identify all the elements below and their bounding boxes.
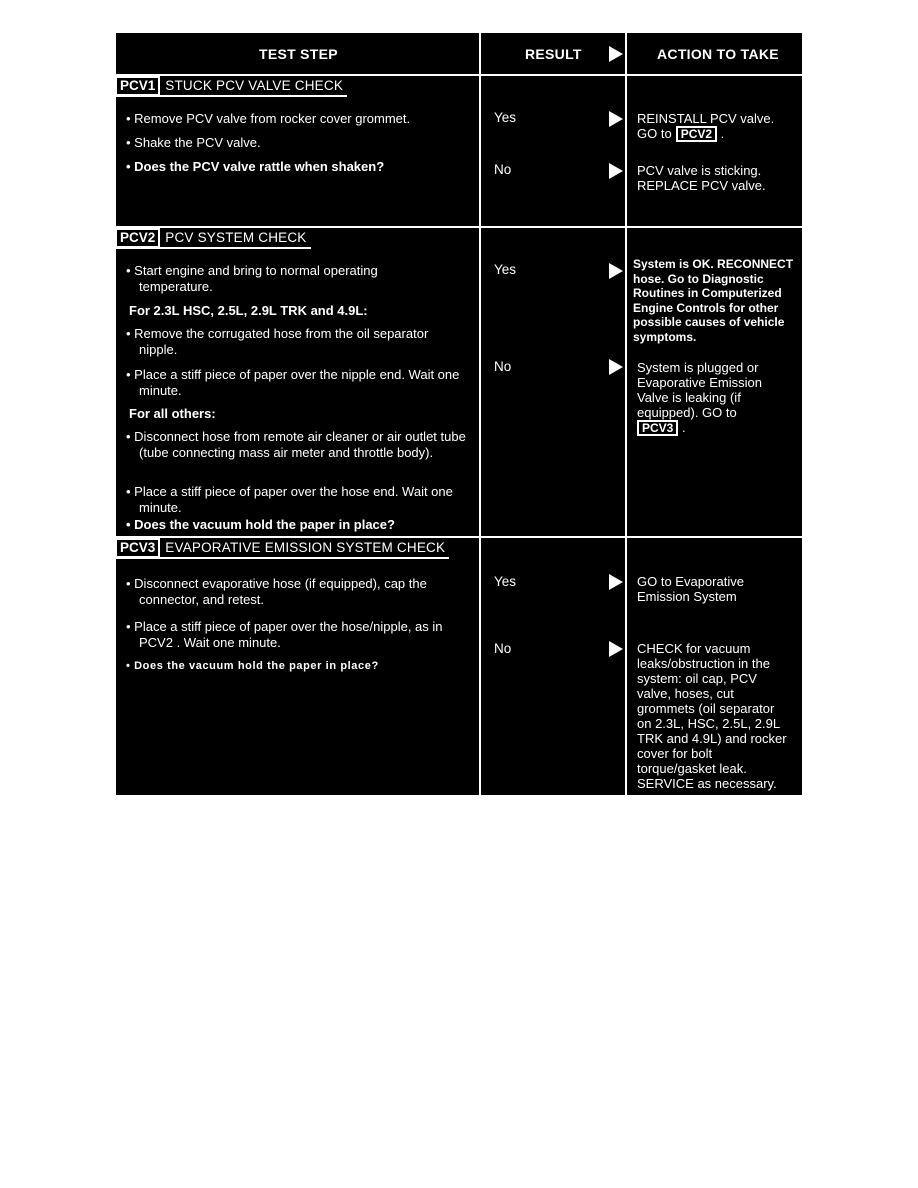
result-no: No bbox=[494, 359, 512, 374]
right-triangle-arrow-icon bbox=[609, 263, 623, 279]
header-action: ACTION TO TAKE bbox=[657, 46, 779, 62]
action-no: PCV valve is sticking. REPLACE PCV valve. bbox=[637, 163, 766, 193]
section-title-text: PCV SYSTEM CHECK bbox=[165, 230, 307, 245]
right-triangle-arrow-icon bbox=[609, 641, 623, 657]
step-item: • Remove the corrugated hose from the oil separator nipple. bbox=[126, 326, 429, 357]
step-code-pcv1: PCV1 bbox=[115, 76, 160, 96]
step-question: • Does the vacuum hold the paper in place? bbox=[126, 517, 395, 532]
result-no: No bbox=[494, 162, 512, 177]
right-triangle-arrow-icon bbox=[609, 163, 623, 179]
goto-ref-pcv2: PCV2 bbox=[676, 126, 717, 142]
step-item: • Start engine and bring to normal operating temperature. bbox=[126, 263, 378, 294]
action-yes: GO to Evaporative Emission System bbox=[637, 574, 744, 604]
applicability-note: For 2.3L HSC, 2.5L, 2.9L TRK and 4.9L: bbox=[129, 303, 368, 318]
result-yes: Yes bbox=[494, 110, 517, 125]
step-item: • Place a stiff piece of paper over the hose/nipple, as in PCV2 . Wait one minute. bbox=[126, 619, 443, 650]
step-code-pcv2: PCV2 bbox=[115, 228, 160, 248]
diagnostic-chart bbox=[116, 33, 802, 795]
result-no: No bbox=[494, 641, 512, 656]
right-triangle-arrow-icon bbox=[609, 359, 623, 375]
right-triangle-arrow-icon bbox=[609, 111, 623, 127]
action-no: System is plugged or Evaporative Emission Valve is leaking (if equipped). GO to PCV3 . bbox=[637, 360, 762, 435]
right-triangle-arrow-icon bbox=[609, 46, 623, 62]
section-title-text: EVAPORATIVE EMISSION SYSTEM CHECK bbox=[165, 540, 446, 555]
step-question: • Does the vacuum hold the paper in place? bbox=[126, 660, 379, 672]
step-question: • Does the PCV valve rattle when shaken? bbox=[126, 159, 385, 174]
section-title-text: STUCK PCV VALVE CHECK bbox=[165, 78, 344, 93]
action-yes: REINSTALL PCV valve. GO to PCV2 . bbox=[637, 111, 775, 141]
step-item: • Disconnect evaporative hose (if equipped), cap the connector, and retest. bbox=[126, 576, 427, 607]
step-item: • Disconnect hose from remote air cleaner or air outlet tube (tube connecting mass air meter and throttle body). bbox=[126, 429, 466, 460]
right-triangle-arrow-icon bbox=[609, 574, 623, 590]
result-yes: Yes bbox=[494, 574, 517, 589]
action-yes: System is OK. RECONNECT hose. Go to Diagnostic Routines in Computerized Engine Controls for other possible causes of vehicle symptoms. bbox=[633, 257, 794, 344]
step-code-pcv3: PCV3 bbox=[115, 538, 160, 558]
step-item: • Place a stiff piece of paper over the nipple end. Wait one minute. bbox=[126, 367, 460, 398]
section-title-pcv2 bbox=[116, 228, 311, 249]
goto-ref-pcv3: PCV3 bbox=[637, 420, 678, 436]
result-yes: Yes bbox=[494, 262, 517, 277]
section-title-pcv3 bbox=[116, 538, 449, 559]
step-item: • Remove PCV valve from rocker cover grommet. bbox=[126, 111, 411, 126]
header-test-step: TEST STEP bbox=[259, 46, 338, 62]
applicability-note: For all others: bbox=[129, 406, 216, 421]
section-title-pcv1 bbox=[116, 76, 347, 97]
step-item: • Shake the PCV valve. bbox=[126, 135, 261, 150]
action-no: CHECK for vacuum leaks/obstruction in the system: oil cap, PCV valve, hoses, cut grommets (oil separator on 2.3L, HSC, 2.5L, 2.9L TRK and 4.9L) and rocker cover for bolt torque/gasket leak. SERVICE as necessary. bbox=[637, 641, 787, 791]
header-result: RESULT bbox=[525, 46, 582, 62]
step-item: • Place a stiff piece of paper over the hose end. Wait one minute. bbox=[126, 484, 453, 515]
column-divider bbox=[625, 33, 627, 795]
